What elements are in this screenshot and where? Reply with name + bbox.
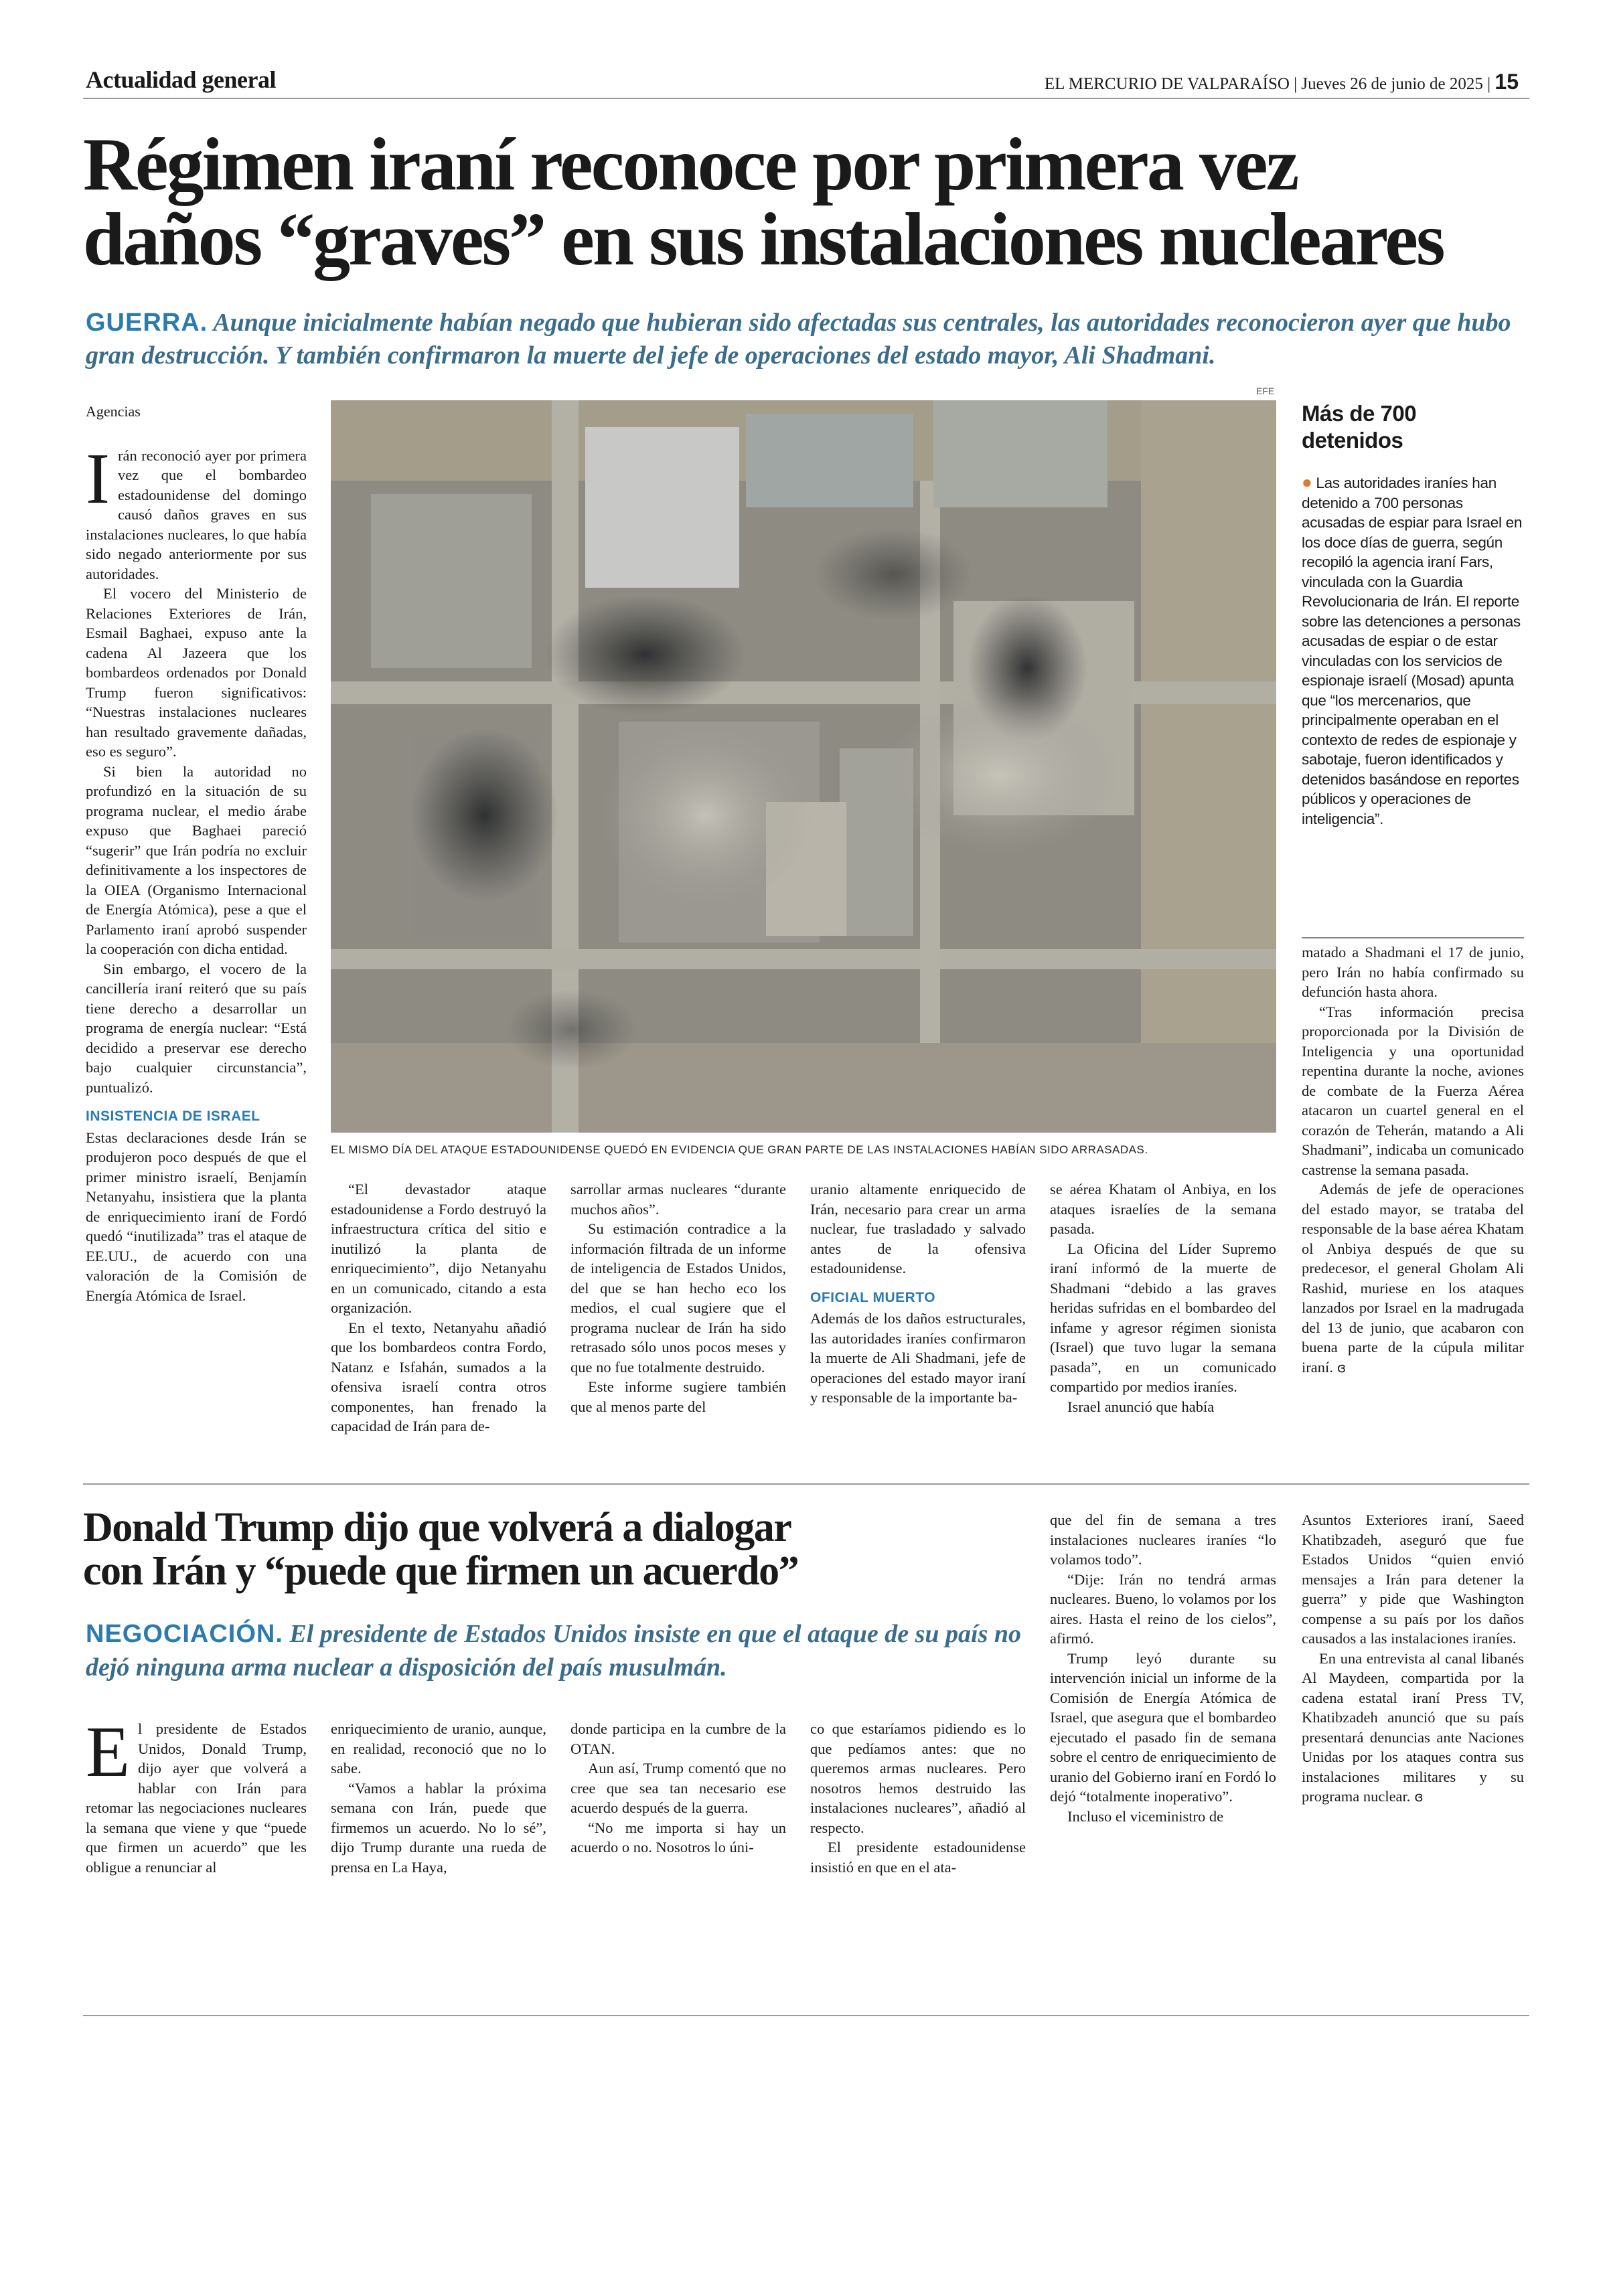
story2-column-5 <box>1050 1510 1276 1826</box>
story2-paragraph: Incluso el viceministro de <box>1067 1807 1224 1825</box>
story1-paragraph: Estas declaraciones desde Irán se produjeron poco después de que el primer ministro israelí, Benjamín Netanyahu, insistiera que la planta de enriquecimiento iraní de Fordó quedó “inutilizada” tras el ataque de EE.UU., de acuerdo con una valoración de la Comisión de Energía Atómica de Israel. <box>86 1129 307 1304</box>
story1-deck <box>86 307 1532 373</box>
story2-column-2 <box>331 1719 546 1877</box>
story1-paragraph: se aérea Khatam ol Anbiya, en los ataques israelíes de la semana pasada. <box>1050 1181 1276 1237</box>
story2-paragraph: “Dije: Irán no tendrá armas nucleares. Bueno, lo volamos por los aires. Hasta el reino de los cielos”, afirmó. <box>1050 1570 1276 1647</box>
bullet-icon: ● <box>1302 472 1312 492</box>
subhead-oficial-muerto: OFICIAL MUERTO <box>810 1289 936 1305</box>
story1-paragraph: Irán reconoció ayer por primera vez que el bombardeo estadounidense del domingo causó daños graves en sus instalaciones nucleares, lo que había sido negado anteriormente por sus autoridades. <box>86 438 307 582</box>
story1-headline <box>83 123 1529 281</box>
story2-headline-line1: Donald Trump dijo que volverá a dialogar <box>83 1505 791 1550</box>
story2-paragraph: “No me importa si hay un acuerdo o no. Nosotros lo úni- <box>570 1819 786 1856</box>
story2-paragraph: Trump leyó durante su intervención inicial un informe de la Comisión de Energía Atómica de Israel, que asegura que el bombardeo ejecutado el pasado fin de semana sobre el centro de enriquecimiento de uranio del Gobierno iraní en Fordó lo dejó “totalmente inoperativo”. <box>1050 1649 1276 1805</box>
sidebar-body <box>1302 473 1524 829</box>
header-rule <box>83 98 1529 99</box>
end-mark-icon: ɞ <box>1336 1359 1347 1376</box>
byline: Agencias <box>86 403 141 420</box>
story1-column-5 <box>1050 1179 1276 1416</box>
story2-column-6 <box>1302 1510 1524 1807</box>
story2-paragraph: que del fin de semana a tres instalaciones nucleares iraníes “lo volamos todo”. <box>1050 1511 1276 1568</box>
sidebar-rule <box>1302 937 1524 938</box>
end-mark-icon: ɞ <box>1414 1789 1424 1805</box>
story2-column-1 <box>86 1712 307 1877</box>
story1-paragraph: Además de jefe de operaciones del estado mayor, se trataba del responsable de la base aérea Khatam ol Anbiya después de que su predecesor, el general Gholam Ali Rashid, muriese en los ataques lanzados por Israel en la madrugada del 13 de junio, que acabaron con buena parte de la cúpula militar iraní. ɞ <box>1302 1181 1524 1376</box>
story1-column-3 <box>570 1179 786 1416</box>
story2-paragraph: “Vamos a hablar la próxima semana con Irán, puede que firmemos un acuerdo. No lo sé”, dijo Trump durante una rueda de prensa en La Haya, <box>331 1779 546 1876</box>
story1-paragraph: Israel anunció que había <box>1067 1398 1215 1415</box>
story1-paragraph: Su estimación contradice a la información filtrada de un informe de inteligencia de Estados Unidos, del que se han hecho eco los medios, el cual sugiere que el programa nuclear de Irán ha sido retrasado sólo unos pocos meses y que no fue totalmente destruido. <box>570 1220 786 1376</box>
satellite-photo <box>331 400 1276 1133</box>
story2-deck-text: El presidente de Estados Unidos insiste en que el ataque de su país no dejó ninguna arma nuclear a disposición del país musulmán. <box>86 1620 1021 1682</box>
story2-column-4 <box>810 1719 1026 1877</box>
story2-paragraph: El presidente de Estados Unidos, Donald Trump, dijo ayer que volverá a hablar con Irán para retomar las negociaciones nucleares la semana que viene y que “puede que firmen un acuerdo” que les obligue a renunciar al <box>86 1712 307 1876</box>
story2-kicker: NEGOCIACIÓN. <box>86 1620 283 1648</box>
story-divider <box>83 1483 1529 1485</box>
sidebar-text: Las autoridades iraníes han detenido a 700 personas acusadas de espiar para Israel en los doce días de guerra, según recopiló la agencia iraní Fars, vinculada con la Guardia Revolucionaria de Irán. El reporte sobre las detenciones a personas acusadas de espiar o de estar vinculadas con los servicios de espionaje israelí (Mosad) apunta que “los mercenarios, que principalmente operaban en el contexto de redes de espionaje y sabotaje, fueron identificados y detenidos basándose en reportes públicos y operaciones de inteligencia”. <box>1302 475 1523 827</box>
story2-paragraph: En una entrevista al canal libanés Al Maydeen, compartida por la cadena estatal iraní Press TV, Khatibzadeh anunció que su país presentará denuncias ante Naciones Unidas por los ataques contra sus instalaciones militares y su programa nuclear. ɞ <box>1302 1649 1524 1805</box>
page-number: 15 <box>1495 70 1519 94</box>
story1-column-2 <box>331 1179 546 1437</box>
story1-paragraph: sarrollar armas nucleares “durante muchos años”. <box>570 1181 786 1218</box>
story2-paragraph: Asuntos Exteriores iraní, Saeed Khatibzadeh, aseguró que fue Estados Unidos “quien envió mensajes a Irán para detener la guerra” y pide que Washington compense a su país por los daños causados a las instalaciones iraníes. <box>1302 1511 1524 1647</box>
story2-paragraph: co que estaríamos pidiendo es lo que pedíamos antes: que no queremos armas nucleares. Pero nosotros hemos destruido las instalaciones nucleares”, añadió al respecto. <box>810 1720 1026 1836</box>
story1-paragraph: Este informe sugiere también que al menos parte del <box>570 1378 786 1415</box>
story1-paragraph: Además de los daños estructurales, las autoridades iraníes confirmaron la muerte de Ali Shadmani, jefe de operaciones del estado mayor iraní y responsable de la importante ba- <box>810 1310 1026 1406</box>
satellite-image-illustration <box>331 400 1276 1133</box>
story1-paragraph: La Oficina del Líder Supremo iraní informó de la muerte de Shadmani “debido a las graves heridas sufridas en el bombardeo del infame y agresor régimen sionista (Israel) que tuvo lugar la semana pasada”, en un comunicado compartido por medios iraníes. <box>1050 1240 1276 1395</box>
story2-paragraph: enriquecimiento de uranio, aunque, en realidad, reconoció que no lo sabe. <box>331 1720 546 1777</box>
story1-paragraph: matado a Shadmani el 17 de junio, pero Irán no había confirmado su defunción hasta ahora. <box>1302 944 1524 1000</box>
story1-paragraph: Sin embargo, el vocero de la cancillería iraní reiteró que su país tiene derecho a desarrollar un programa de energía nuclear: “Está decidido a preservar ese derecho bajo cualquier circunstancia”, puntualizó. <box>86 960 307 1096</box>
story2-deck <box>86 1617 1037 1684</box>
story2-paragraph: El presidente estadounidense insistió en que en el ata- <box>810 1839 1026 1876</box>
photo-credit: EFE <box>1256 386 1275 396</box>
story1-kicker: GUERRA. <box>86 309 208 337</box>
story1-paragraph: El vocero del Ministerio de Relaciones Exteriores de Irán, Esmail Baghaei, expuso ante la cadena Al Jazeera que los bombardeos ordenados por Donald Trump fueron significativos: “Nuestras instalaciones nucleares han resultado gravemente dañadas, eso es seguro”. <box>86 585 307 760</box>
story2-headline-line2: con Irán y “puede que firmen un acuerdo” <box>83 1548 799 1594</box>
sidebar-title: Más de 700 detenidos <box>1302 401 1417 453</box>
dropcap: I <box>86 438 110 519</box>
story2-paragraph: donde participa en la cumbre de la OTAN. <box>570 1720 786 1757</box>
story1-headline-line2: daños “graves” en sus instalaciones nucleares <box>83 198 1444 281</box>
section-label: Actualidad general <box>86 66 276 93</box>
story1-paragraph: “El devastador ataque estadounidense a Fordo destruyó la infraestructura crítica del sitio e inutilizó la planta de enriquecimiento”, dijo Netanyahu en un comunicado, citando a esta organización. <box>331 1181 546 1316</box>
story1-paragraph: “Tras información precisa proporcionada por la División de Inteligencia y una oportunidad repentina durante la noche, aviones de combate de la Fuerza Aérea atacaron un cuartel general en el corazón de Teherán, matando a Ali Shadmani”, indicaba un comunicado castrense la semana pasada. <box>1302 1003 1524 1178</box>
story1-column-1 <box>86 402 307 1305</box>
story1-paragraph: En el texto, Netanyahu añadió que los bombardeos contra Fordo, Natanz e Isfahán, sumados a la ofensiva israelí contra otros componentes, han frenado la capacidad de Irán para de- <box>331 1319 546 1434</box>
subhead-insistencia: INSISTENCIA DE ISRAEL <box>86 1109 260 1124</box>
story2-paragraph: Aun así, Trump comentó que no cree que sea tan necesario ese acuerdo después de la guerra. <box>570 1760 786 1816</box>
story1-headline-line1: Régimen iraní reconoce por primera vez <box>83 123 1298 206</box>
photo-caption: EL MISMO DÍA DEL ATAQUE ESTADOUNIDENSE QUEDÓ EN EVIDENCIA QUE GRAN PARTE DE LAS INSTALACIONES HABÍAN SIDO ARRASADAS. <box>331 1143 1148 1156</box>
masthead <box>1045 70 1519 94</box>
dropcap: E <box>86 1712 130 1792</box>
story1-deck-text: Aunque inicialmente habían negado que hubieran sido afectadas sus centrales, las autoridades reconocieron ayer que hubo gran destrucción. Y también confirmaron la muerte del jefe de operaciones del estado mayor, Ali Shadmani. <box>86 309 1511 370</box>
footer-rule <box>83 2015 1529 2016</box>
story2-headline <box>83 1506 967 1593</box>
story1-paragraph: Si bien la autoridad no profundizó en la situación de su programa nuclear, el medio árabe expuso que Baghaei pareció “sugerir” que Irán podría no excluir definitivamente a los inspectores de la OIEA (Organismo Internacional de Energía Atómica), pese a que el Parlamento iraní aprobó suspender la cooperación con dicha entidad. <box>86 762 307 957</box>
story1-paragraph: uranio altamente enriquecido de Irán, necesario para crear un arma nuclear, fue trasladado y salvado antes de la ofensiva estadounidense. <box>810 1181 1026 1277</box>
story2-column-3 <box>570 1719 786 1858</box>
masthead-text: EL MERCURIO DE VALPARAÍSO | Jueves 26 de junio de 2025 | <box>1044 75 1491 93</box>
story1-column-4 <box>810 1179 1026 1408</box>
story1-column-6 <box>1302 942 1524 1378</box>
